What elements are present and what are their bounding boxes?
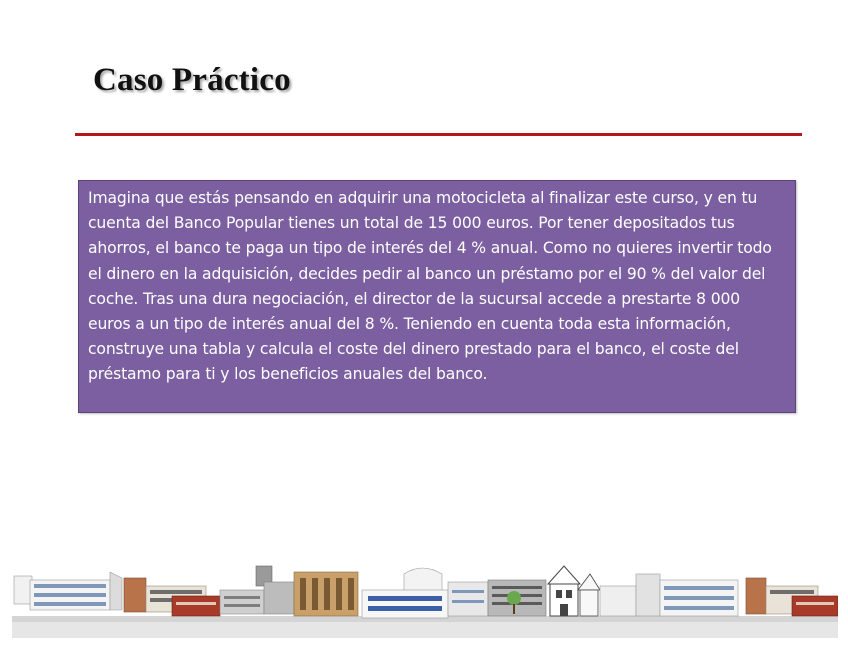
building-9 — [746, 578, 838, 616]
case-study-text: Imagina que estás pensando en adquirir una motocicleta al finalizar este curso, y en tu cuenta del Banco Popular tienes un total de 15 000 euros. Por tener depositados tus ahorros, el banco te paga un tipo de interés del 4 % anual. Como no quieres invertir todo el dinero en la adquisición, decides pedir al banco un préstamo por el 90 % del valor del coche. Tras una dura negociación, el director de la sucursal accede a prestarte 8 000 euros a un tipo de interés anual del 8 %. Teniendo en cuenta toda esta información, construye una tabla y calcula el coste del dinero prestado para el banco, el coste del préstamo para ti y los beneficios anuales del banco. — [88, 189, 772, 384]
title-divider — [75, 133, 802, 136]
building-8 — [600, 574, 738, 616]
building-7 — [548, 566, 600, 616]
building-2 — [124, 578, 220, 616]
case-study-box — [78, 180, 796, 413]
building-3 — [220, 566, 294, 614]
building-6 — [488, 580, 546, 616]
building-skyline-illustration — [12, 560, 838, 638]
slide-title: Caso Práctico — [93, 62, 291, 98]
building-4 — [294, 572, 358, 616]
building-5 — [362, 568, 488, 618]
building-1 — [14, 572, 122, 610]
